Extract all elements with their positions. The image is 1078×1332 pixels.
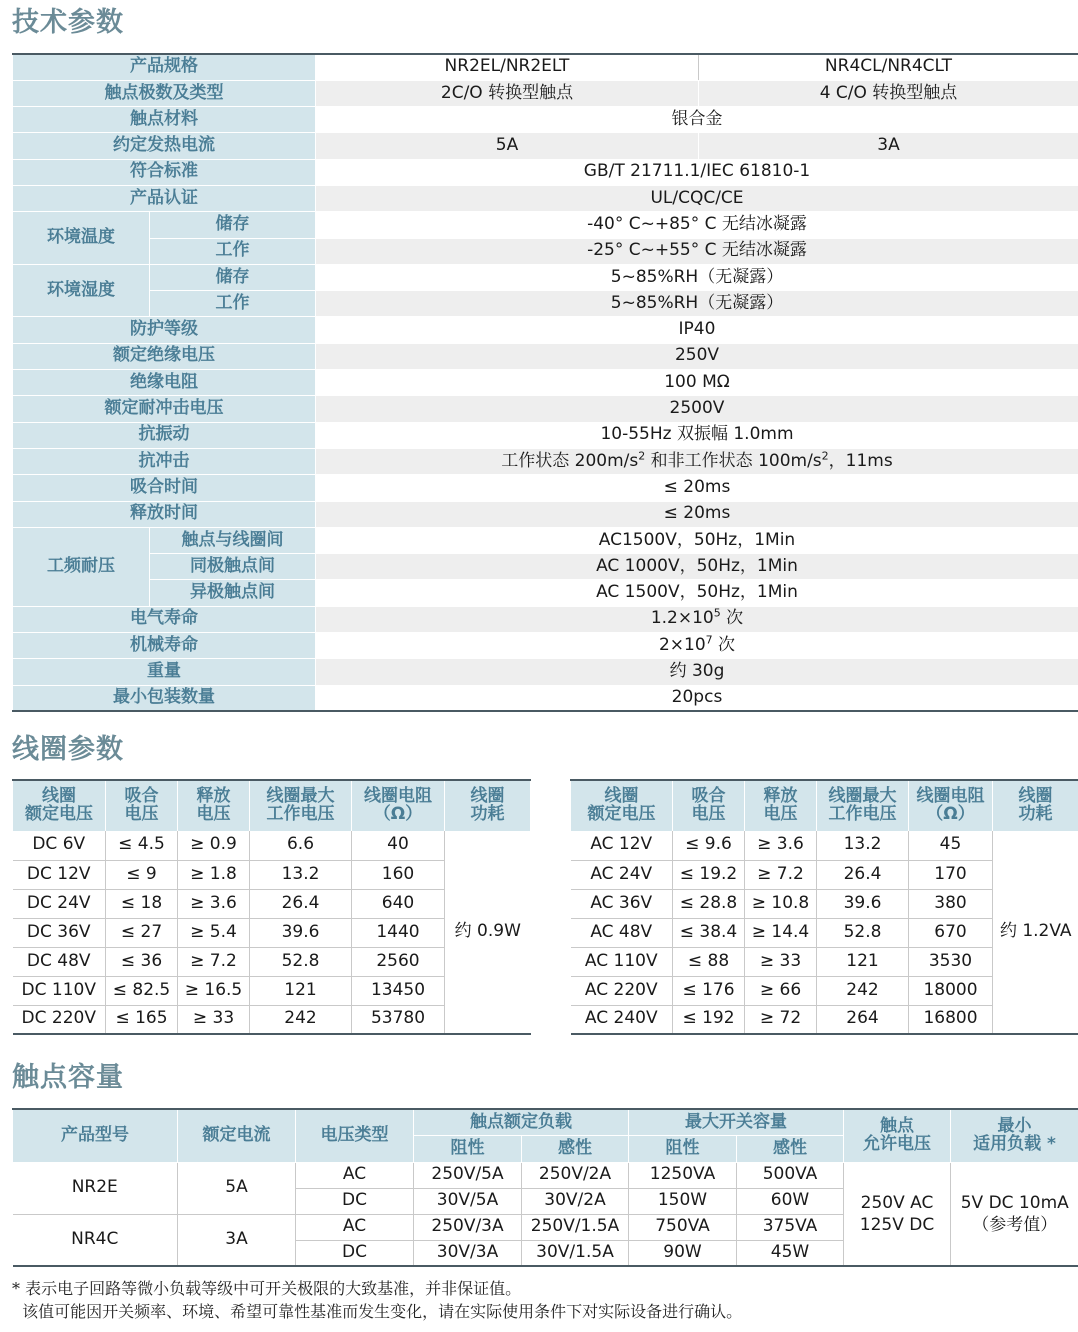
coil-header-line: 电压: [196, 804, 231, 824]
coil-header-row: [13, 780, 531, 831]
coil-cell: 16800: [909, 1005, 993, 1034]
coil-cell: ≥ 3.6: [745, 831, 817, 860]
contact-cell: DC: [296, 1188, 414, 1214]
spec-label: 最小包装数量: [13, 685, 316, 711]
coil-header-cell: [745, 780, 817, 831]
footnote-line: * 表示电子回路等微小负载等级中可开关极限的大致基准，并非保证值。: [12, 1279, 522, 1298]
coil-cell: ≤ 9: [106, 860, 178, 889]
coil-header-cell: [178, 780, 250, 831]
contact-header-model: 产品型号: [13, 1109, 178, 1162]
coil-cell: ≥ 7.2: [745, 860, 817, 889]
spec-sublabel: 储存: [150, 212, 316, 238]
header-line: 最小: [997, 1115, 1032, 1136]
coil-cell: ≤ 19.2: [673, 860, 745, 889]
spec-row-material: [13, 107, 1078, 133]
allowed-voltage-line: 125V DC: [859, 1214, 935, 1235]
coil-cell: 18000: [909, 976, 993, 1005]
life-exp: 7: [705, 633, 713, 647]
coil-cell: ≤ 176: [673, 976, 745, 1005]
coil-cell: 13.2: [817, 831, 909, 860]
coil-cell: ≤ 18: [106, 889, 178, 918]
coil-cell: ≥ 7.2: [178, 947, 250, 976]
contact-cell: 250V/2A: [522, 1162, 629, 1188]
spec-row-dielectric-2: [13, 554, 1078, 580]
contact-header-resistive: 阻性: [414, 1136, 522, 1163]
coil-cell: 6.6: [250, 831, 352, 860]
life-base: 1.2×10: [650, 608, 714, 629]
contact-cell: 60W: [737, 1188, 844, 1214]
coil-cell: 40: [352, 831, 445, 860]
coil-header-cell: [13, 780, 106, 831]
contact-cell: 150W: [629, 1188, 737, 1214]
contact-cell: DC: [296, 1240, 414, 1266]
contact-cell: 45W: [737, 1240, 844, 1266]
spec-value: -40° C~+85° C 无结冰凝露: [316, 212, 1078, 238]
coil-cell: ≤ 38.4: [673, 918, 745, 947]
coil-cell: ≥ 10.8: [745, 889, 817, 918]
coil-header-line: 线圈最大: [266, 786, 335, 807]
coil-cell: 13.2: [250, 860, 352, 889]
spec-row-dielectric-1: [13, 527, 1078, 553]
coil-cell: 39.6: [817, 889, 909, 918]
shock-text-a: 工作状态 200m/s: [501, 450, 639, 471]
spec-row-mechanical-life: [13, 633, 1078, 659]
spec-value: -25° C~+55° C 无结冰凝露: [316, 238, 1078, 264]
section-title-coil: 线圈参数: [12, 734, 124, 765]
coil-header-line: 线圈电阻: [364, 786, 432, 807]
spec-value: 5A: [316, 133, 699, 159]
coil-cell: 380: [909, 889, 993, 918]
contact-cell: 750VA: [629, 1214, 737, 1240]
spec-label: 绝缘电阻: [13, 370, 316, 396]
coil-cell: ≥ 66: [745, 976, 817, 1005]
contact-min-load: [951, 1162, 1078, 1266]
coil-header-line: 线圈: [42, 786, 76, 807]
spec-value: 银合金: [316, 107, 1078, 133]
coil-power: 约 0.9W: [445, 831, 531, 1034]
coil-header-cell: [106, 780, 178, 831]
coil-header-line: （Ω）: [926, 804, 975, 824]
contact-header-min-load: [951, 1109, 1078, 1162]
contact-cell: 250V/3A: [414, 1214, 522, 1240]
coil-cell: ≥ 16.5: [178, 976, 250, 1005]
coil-header-line: 线圈: [604, 786, 639, 807]
contact-header-inductive: 感性: [522, 1136, 629, 1163]
coil-row: [13, 831, 531, 860]
spec-row-hum-work: [13, 291, 1078, 317]
spec-value: 2500V: [316, 396, 1078, 422]
coil-cell: ≤ 82.5: [106, 976, 178, 1005]
spec-sublabel: 触点与线圈间: [150, 527, 316, 553]
coil-cell: AC 24V: [571, 860, 673, 889]
coil-header-line: 吸合: [691, 786, 726, 807]
life-unit: 次: [712, 634, 736, 655]
spec-label: 机械寿命: [13, 633, 316, 659]
life-base: 2×10: [658, 634, 706, 655]
coil-power: 约 1.2VA: [993, 831, 1078, 1034]
spec-value: 100 MΩ: [316, 370, 1078, 396]
spec-sublabel: 储存: [150, 264, 316, 290]
spec-row-impulse: [13, 396, 1078, 422]
spec-value: NR4CL/NR4CLT: [699, 54, 1078, 80]
coil-header-line: 额定电压: [25, 804, 93, 824]
coil-cell: 3530: [909, 947, 993, 976]
spec-row-temp-storage: [13, 212, 1078, 238]
coil-header-line: 额定电压: [587, 804, 656, 824]
coil-cell: 121: [817, 947, 909, 976]
coil-header-row: [571, 780, 1078, 831]
coil-header-line: 电压: [691, 804, 726, 824]
spec-sublabel: 工作: [150, 238, 316, 264]
spec-sublabel: 工作: [150, 291, 316, 317]
spec-row-ins-voltage: [13, 343, 1078, 369]
coil-cell: ≤ 4.5: [106, 831, 178, 860]
contact-capacity-table: [12, 1108, 1078, 1267]
coil-cell: AC 110V: [571, 947, 673, 976]
coil-header-line: 线圈: [1018, 786, 1053, 807]
coil-cell: AC 240V: [571, 1005, 673, 1034]
coil-header-cell: [993, 780, 1078, 831]
coil-cell: ≥ 33: [745, 947, 817, 976]
contact-cell: 30V/5A: [414, 1188, 522, 1214]
spec-label: 释放时间: [13, 501, 316, 527]
spec-label: 抗冲击: [13, 448, 316, 474]
contact-header-resistive: 阻性: [629, 1136, 737, 1163]
coil-header-cell: [909, 780, 993, 831]
coil-header-cell: [445, 780, 531, 831]
coil-cell: 170: [909, 860, 993, 889]
spec-row-electrical-life: [13, 606, 1078, 632]
spec-value: 约 30g: [316, 659, 1078, 685]
spec-row-weight: [13, 659, 1078, 685]
spec-value: UL/CQC/CE: [316, 185, 1078, 211]
spec-value: 5~85%RH（无凝露）: [316, 264, 1078, 290]
coil-cell: DC 6V: [13, 831, 106, 860]
spec-row-product: [13, 54, 1078, 80]
coil-cell: ≤ 88: [673, 947, 745, 976]
coil-row: [571, 831, 1078, 860]
spec-sublabel: 同极触点间: [150, 554, 316, 580]
spec-label: 重量: [13, 659, 316, 685]
coil-header-line: 吸合: [124, 786, 159, 807]
spec-value: 4 C/O 转换型触点: [699, 80, 1078, 106]
coil-header-line: 工作电压: [828, 804, 897, 824]
spec-row-temp-work: [13, 238, 1078, 264]
coil-cell: ≥ 14.4: [745, 918, 817, 947]
coil-cell: AC 220V: [571, 976, 673, 1005]
spec-label: 抗振动: [13, 422, 316, 448]
coil-cell: ≥ 0.9: [178, 831, 250, 860]
header-line: 允许电压: [863, 1133, 931, 1154]
coil-cell: 670: [909, 918, 993, 947]
coil-cell: ≤ 192: [673, 1005, 745, 1034]
contact-model: NR4C: [13, 1214, 178, 1266]
spec-label: 防护等级: [13, 317, 316, 343]
coil-cell: 640: [352, 889, 445, 918]
spec-label: 产品认证: [13, 185, 316, 211]
contact-cell: 500VA: [737, 1162, 844, 1188]
contact-current: 3A: [178, 1214, 296, 1266]
section-title-contact: 触点容量: [12, 1062, 124, 1093]
spec-label: 额定绝缘电压: [13, 343, 316, 369]
contact-cell: AC: [296, 1214, 414, 1240]
coil-cell: 242: [250, 1005, 352, 1034]
spec-row-vibration: [13, 422, 1078, 448]
coil-cell: ≥ 3.6: [178, 889, 250, 918]
spec-row-min-pack: [13, 685, 1078, 711]
coil-cell: ≥ 72: [745, 1005, 817, 1034]
spec-label: 额定耐冲击电压: [13, 396, 316, 422]
spec-row-cert: [13, 185, 1078, 211]
spec-sublabel: 异极触点间: [150, 580, 316, 606]
min-load-line: 5V DC 10mA: [960, 1192, 1069, 1213]
coil-header-cell: [250, 780, 352, 831]
contact-cell: 30V/3A: [414, 1240, 522, 1266]
coil-cell: DC 220V: [13, 1005, 106, 1034]
footnotes: [12, 1277, 742, 1323]
coil-table-dc: [12, 779, 531, 1035]
coil-header-line: （Ω）: [373, 804, 423, 824]
coil-cell: AC 36V: [571, 889, 673, 918]
coil-cell: AC 48V: [571, 918, 673, 947]
spec-group-label: 环境湿度: [13, 264, 150, 317]
coil-cell: 121: [250, 976, 352, 1005]
coil-header-cell: [817, 780, 909, 831]
contact-header-current: 额定电流: [178, 1109, 296, 1162]
contact-cell: 1250VA: [629, 1162, 737, 1188]
coil-cell: 264: [817, 1005, 909, 1034]
coil-cell: ≤ 28.8: [673, 889, 745, 918]
spec-label: 符合标准: [13, 159, 316, 185]
spec-value: 5~85%RH（无凝露）: [316, 291, 1078, 317]
coil-header-line: 功耗: [470, 804, 505, 824]
coil-cell: 45: [909, 831, 993, 860]
coil-cell: 39.6: [250, 918, 352, 947]
shock-text-b: 和非工作状态 100m/s: [645, 450, 822, 471]
spec-value: NR2EL/NR2ELT: [316, 54, 699, 80]
spec-row-pickup: [13, 475, 1078, 501]
shock-sup-b: 2: [821, 449, 829, 463]
shock-sup-a: 2: [638, 449, 646, 463]
contact-cell: 250V/1.5A: [522, 1214, 629, 1240]
spec-value: AC 1000V，50Hz，1Min: [316, 554, 1078, 580]
spec-value: 250V: [316, 343, 1078, 369]
spec-value: [316, 633, 1078, 659]
coil-cell: 26.4: [250, 889, 352, 918]
contact-row-nr2e-ac: [13, 1162, 1078, 1188]
contact-current: 5A: [178, 1162, 296, 1214]
coil-cell: 53780: [352, 1005, 445, 1034]
contact-model: NR2E: [13, 1162, 178, 1214]
coil-cell: 52.8: [817, 918, 909, 947]
contact-cell: 250V/5A: [414, 1162, 522, 1188]
coil-cell: AC 12V: [571, 831, 673, 860]
spec-label: 约定发热电流: [13, 133, 316, 159]
spec-row-current: [13, 133, 1078, 159]
header-line: 适用负载 *: [973, 1133, 1056, 1154]
min-load-line: （参考值）: [972, 1214, 1058, 1235]
contact-header-row-1: [13, 1109, 1078, 1136]
spec-value: [316, 606, 1078, 632]
contact-cell: AC: [296, 1162, 414, 1188]
coil-header-line: 线圈: [470, 786, 505, 807]
coil-cell: ≤ 36: [106, 947, 178, 976]
spec-row-shock: [13, 448, 1078, 474]
spec-value: GB/T 21711.1/IEC 61810-1: [316, 159, 1078, 185]
coil-cell: 13450: [352, 976, 445, 1005]
coil-cell: 26.4: [817, 860, 909, 889]
footnote-line: 该值可能因开关频率、环境、希望可靠性基准而发生变化，请在实际使用条件下对实际设备进行确认。: [12, 1302, 743, 1321]
coil-header-line: 释放: [763, 786, 798, 807]
coil-cell: 242: [817, 976, 909, 1005]
spec-row-protection: [13, 317, 1078, 343]
life-unit: 次: [720, 608, 744, 629]
coil-cell: DC 12V: [13, 860, 106, 889]
coil-header-line: 释放: [196, 786, 231, 807]
spec-value: AC1500V，50Hz，1Min: [316, 527, 1078, 553]
coil-cell: DC 48V: [13, 947, 106, 976]
coil-cell: 160: [352, 860, 445, 889]
coil-header-cell: [352, 780, 445, 831]
section-title-spec: 技术参数: [12, 7, 124, 38]
coil-cell: ≥ 5.4: [178, 918, 250, 947]
coil-header-line: 工作电压: [266, 804, 335, 824]
spec-table: [12, 53, 1078, 712]
contact-header-inductive: 感性: [737, 1136, 844, 1163]
coil-cell: ≥ 33: [178, 1005, 250, 1034]
contact-cell: 90W: [629, 1240, 737, 1266]
coil-cell: ≤ 9.6: [673, 831, 745, 860]
coil-cell: ≤ 27: [106, 918, 178, 947]
spec-row-ins-resistance: [13, 370, 1078, 396]
coil-header-line: 线圈电阻: [916, 786, 985, 807]
coil-cell: ≤ 165: [106, 1005, 178, 1034]
contact-header-allowed-voltage: [844, 1109, 951, 1162]
coil-table-ac: [570, 779, 1078, 1035]
spec-value: IP40: [316, 317, 1078, 343]
spec-row-hum-storage: [13, 264, 1078, 290]
spec-label: 电气寿命: [13, 606, 316, 632]
shock-text-c: ，11ms: [828, 450, 893, 471]
coil-cell: ≥ 1.8: [178, 860, 250, 889]
life-exp: 5: [713, 606, 721, 620]
spec-label: 触点材料: [13, 107, 316, 133]
contact-allowed-voltage: [844, 1162, 951, 1266]
spec-value: AC 1500V，50Hz，1Min: [316, 580, 1078, 606]
spec-value: ≤ 20ms: [316, 501, 1078, 527]
contact-header-max-capacity: 最大开关容量: [629, 1109, 844, 1136]
allowed-voltage-line: 250V AC: [860, 1192, 934, 1213]
spec-row-standard: [13, 159, 1078, 185]
spec-row-dielectric-3: [13, 580, 1078, 606]
spec-value: ≤ 20ms: [316, 475, 1078, 501]
header-line: 触点: [880, 1115, 914, 1136]
coil-cell: DC 36V: [13, 918, 106, 947]
contact-cell: 30V/2A: [522, 1188, 629, 1214]
coil-header-cell: [673, 780, 745, 831]
coil-header-line: 电压: [763, 804, 798, 824]
spec-value: 2C/O 转换型触点: [316, 80, 699, 106]
coil-cell: 52.8: [250, 947, 352, 976]
spec-value: 3A: [699, 133, 1078, 159]
contact-header-rated-load: 触点额定负载: [414, 1109, 629, 1136]
contact-cell: 375VA: [737, 1214, 844, 1240]
coil-header-line: 电压: [124, 804, 159, 824]
spec-group-label: 工频耐压: [13, 527, 150, 606]
coil-cell: DC 24V: [13, 889, 106, 918]
spec-value: 10-55Hz 双振幅 1.0mm: [316, 422, 1078, 448]
spec-row-release: [13, 501, 1078, 527]
spec-label: 触点极数及类型: [13, 80, 316, 106]
coil-header-line: 线圈最大: [828, 786, 897, 807]
spec-value: 20pcs: [316, 685, 1078, 711]
contact-header-voltage-type: 电压类型: [296, 1109, 414, 1162]
spec-group-label: 环境温度: [13, 212, 150, 265]
spec-label: 产品规格: [13, 54, 316, 80]
coil-cell: 1440: [352, 918, 445, 947]
coil-cell: 2560: [352, 947, 445, 976]
coil-cell: DC 110V: [13, 976, 106, 1005]
coil-header-line: 功耗: [1018, 804, 1053, 824]
spec-label: 吸合时间: [13, 475, 316, 501]
spec-value: [316, 448, 1078, 474]
coil-header-cell: [571, 780, 673, 831]
spec-row-contact-type: [13, 80, 1078, 106]
contact-cell: 30V/1.5A: [522, 1240, 629, 1266]
